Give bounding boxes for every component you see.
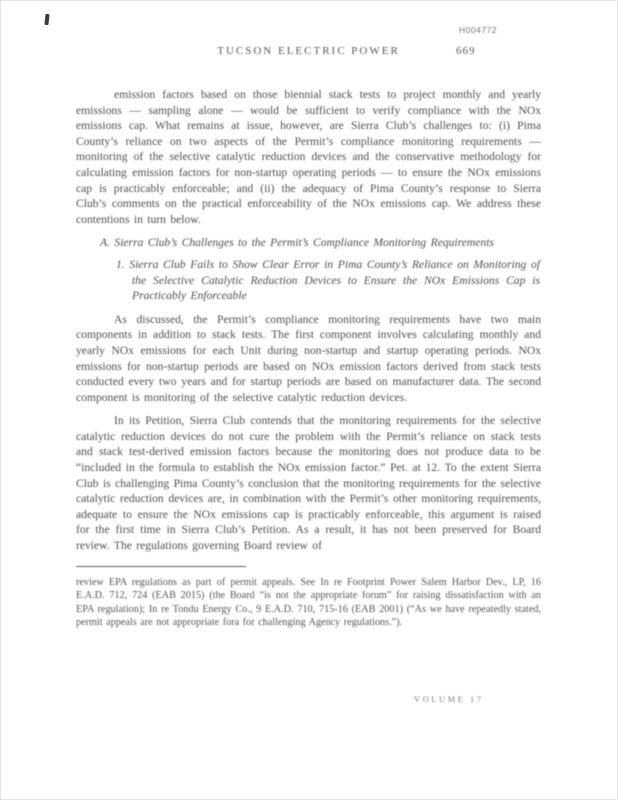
- section-heading-a-label: A.: [100, 236, 110, 250]
- footnote-separator-rule: [76, 566, 246, 567]
- subsection-heading-1-label: 1.: [116, 257, 125, 271]
- section-heading-a-text: Sierra Club’s Challenges to the Permit’s Compliance Monitoring Requirements: [114, 236, 494, 250]
- bates-stamp: H004772: [459, 25, 498, 35]
- running-head-title: TUCSON ELECTRIC POWER: [217, 45, 400, 57]
- section-heading-a: [100, 235, 541, 251]
- subsection-heading-1-text: Sierra Club Fails to Show Clear Error in Pima County’s Reliance on Monitoring of the Selective Catalytic Reduction Devices to Ensure the NOx Emissions Cap is Practicably Enforceable: [129, 257, 540, 303]
- footnote-text: review EPA regulations as part of permit appeals. See In re Footprint Power Salem Harbor Dev., LP, 16 E.A.D. 712, 724 (EAB 2015) (the Board “is not the appropriate forum” for raising dissatisfaction with an EPA regulation); In re Tondu Energy Co., 9 E.A.D. 710, 715-16 (EAB 2001) (“As we have repeatedly stated, permit appeals are not appropriate fora for challenging Agency regulations.”).: [76, 576, 541, 629]
- page-number: 669: [456, 45, 476, 57]
- paragraph-compliance-components: As discussed, the Permit’s compliance monitoring requirements have two main components in addition to stack tests. The first component involves calculating monthly and yearly NOx emissions for each Unit during non-startup and startup operating periods. NOx emissions for non-startup periods are based on NOx emission factors derived from stack tests conducted every two years and for startup periods are based on manufacturer data. The second component is monitoring of the selective catalytic reduction devices.: [76, 312, 541, 404]
- subsection-heading-1: [116, 257, 540, 304]
- paragraph-continuation: emission factors based on those biennial stack tests to project monthly and yearly emissions — sampling alone — would be sufficient to verify compliance with the NOx emissions cap. What remains at issue, however, are Sierra Club’s challenges to: (i) Pima County’s reliance on two aspects of the Permit’s compliance monitoring requirements — monitoring of the selective catalytic reduction devices and the conservative methodology for calculating emission factors for non-startup operating periods — to ensure the NOx emissions cap is practicably enforceable; and (ii) the adequacy of Pima County’s response to Sierra Club’s comments on the practical enforceability of the NOx emissions cap. We address these contentions in turn below.: [76, 88, 541, 226]
- document-body: [76, 87, 541, 630]
- volume-footer: VOLUME 17: [414, 694, 484, 704]
- paragraph-petition-contention: In its Petition, Sierra Club contends that the monitoring requirements for the selective catalytic reduction devices do not cure the problem with the Permit’s reliance on stack tests and stack test-derived emission factors because the monitoring does not produce data to be “included in the formula to establish the NOx emission factor.” Pet. at 12. To the extent Sierra Club is challenging Pima County’s conclusion that the monitoring requirements for the selective catalytic reduction devices are, in combination with the Permit’s other monitoring requirements, adequate to ensure the NOx emissions cap is practicably enforceable, this argument is raised for the first time in Sierra Club’s Petition. As a result, it has not been preserved for Board review. The regulations governing Board review of: [76, 414, 541, 553]
- scan-artifact-speck: [44, 14, 49, 25]
